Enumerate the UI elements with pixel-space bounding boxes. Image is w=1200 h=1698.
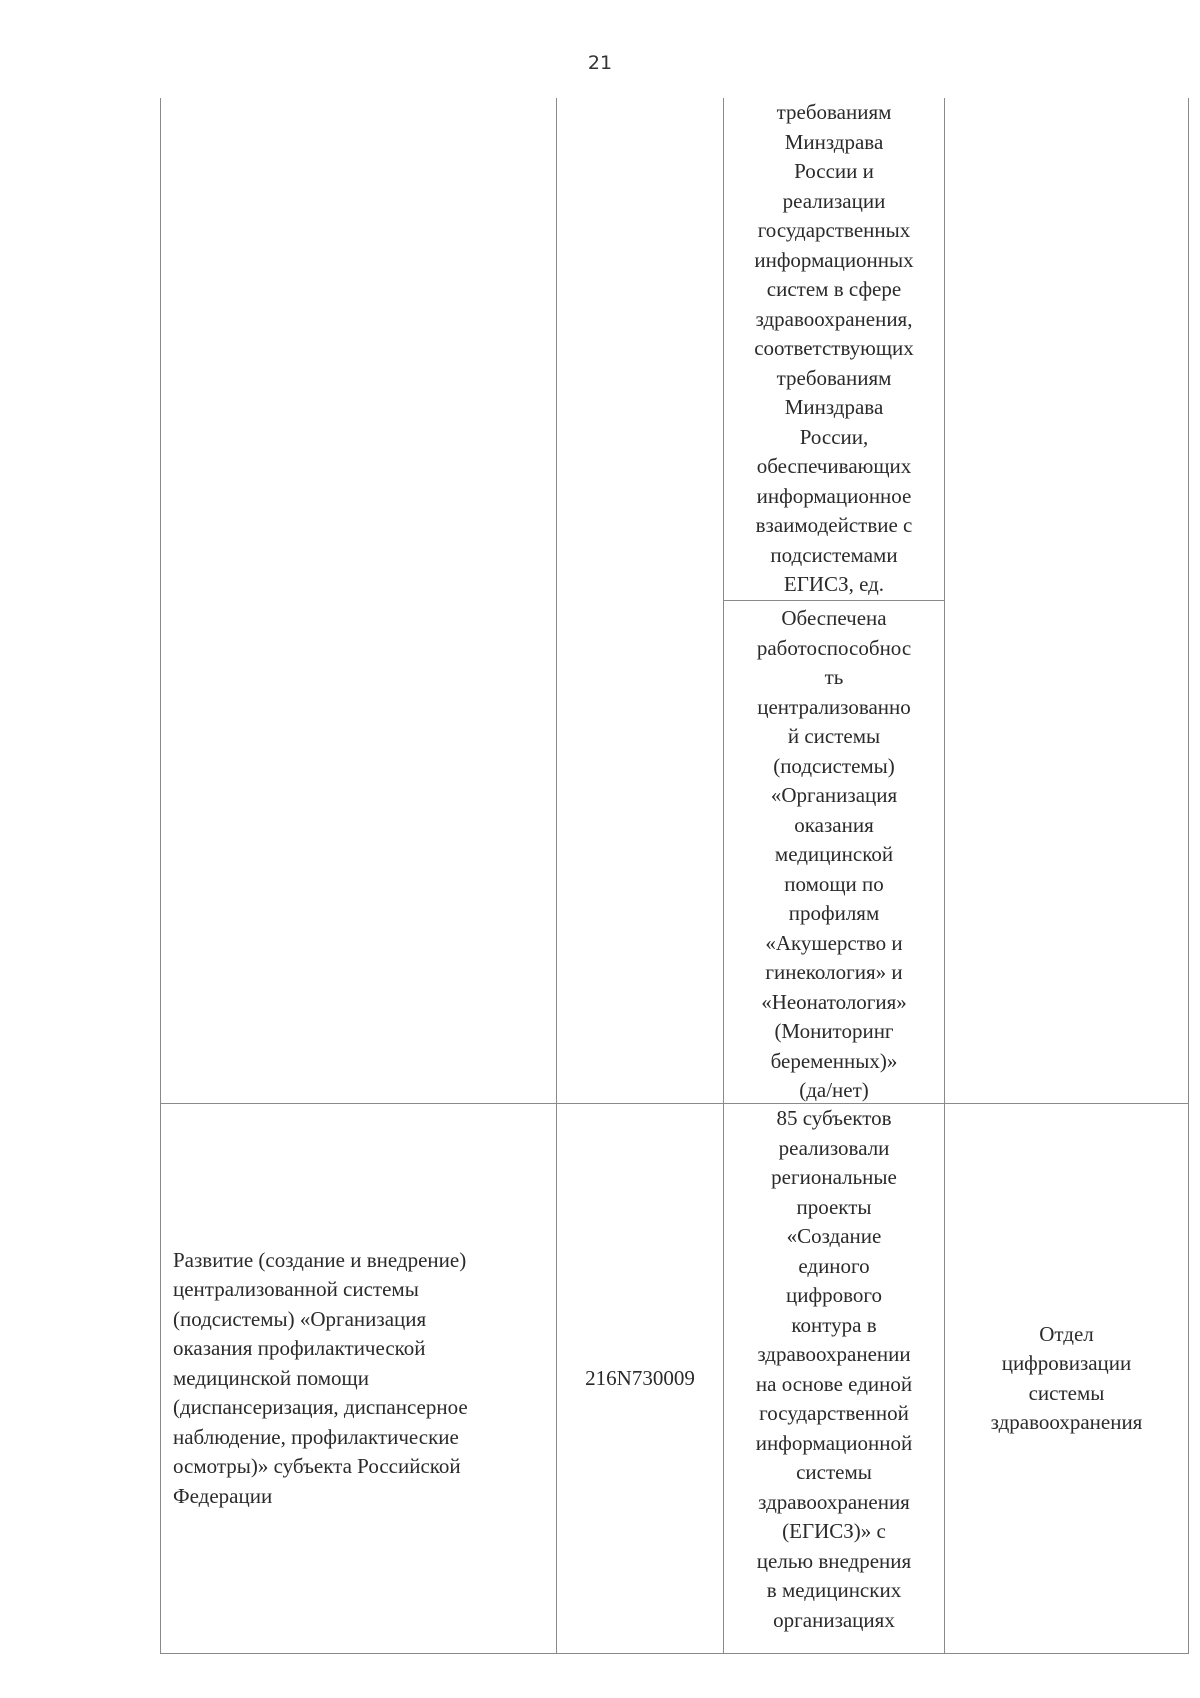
table-cell-code: 216N730009 <box>585 1365 695 1390</box>
table-cell-indicator: требованиям Минздрава России и реализации государственных информационных систем в сфере здравоохранения, соответствующих требованиям Минздрава России, обеспечивающих информационное взаимодействие с подсистемами ЕГИСЗ, ед. <box>754 100 914 596</box>
table-border <box>1188 98 1189 1653</box>
table-cell-indicator: Обеспечена работоспособнос ть централизованно й системы (подсистемы) «Организация оказания медицинской помощи по профилям «Акушерство и гинекология» и «Неонатология» (Мониторинг беременных)» (да/нет) <box>756 606 912 1102</box>
table-border <box>160 98 161 1653</box>
table-cell-name: Развитие (создание и внедрение) централизованной системы (подсистемы) «Организация оказания профилактической медицинской помощи (диспансеризация, диспансерное наблюдение, профилактические осмотры)» субъекта Российской Федерации <box>173 1247 468 1508</box>
table-border <box>723 600 944 601</box>
table-cell-responsible: Отдел цифровизации системы здравоохранения <box>990 1321 1143 1434</box>
table-cell-indicator: 85 субъектов реализовали региональные проекты «Создание единого цифрового контура в здравоохранении на основе единой государственной информационной системы здравоохранения (ЕГИСЗ)» с целью внедрения в медицинских организациях <box>755 1106 913 1632</box>
page-number: 21 <box>587 52 613 74</box>
table-border <box>160 1653 1189 1654</box>
